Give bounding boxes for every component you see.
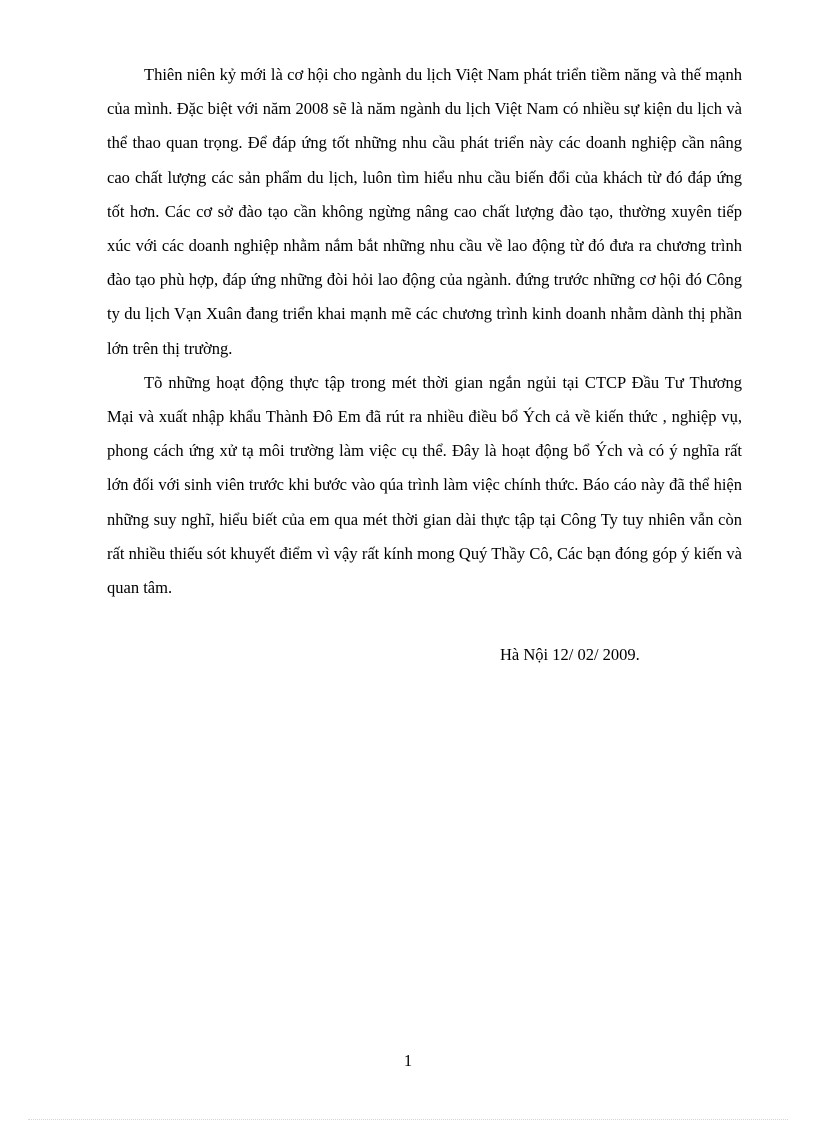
paragraph-intro: Thiên niên kỷ mới là cơ hội cho ngành du lịch Việt Nam phát triển tiềm năng và thế mạnh của mình. Đặc biệt với năm 2008 sẽ là năm ngành du lịch Việt Nam có nhiều sự kiện du lịch và thể thao quan trọng. Để đáp ứng tốt những nhu cầu phát triển này các doanh nghiệp cần nâng cao chất lượng các sản phẩm du lịch, luôn tìm hiểu nhu cầu biến đổi của khách từ đó đáp ứng tốt hơn. Các cơ sở đào tạo cần không ngừng nâng cao chất lượng đào tạo, thường xuyên tiếp xúc với các doanh nghiệp nhằm nắm bắt những nhu cầu về lao động từ đó đưa ra chương trình đào tạo phù hợp, đáp ứng những đòi hỏi lao động của ngành. đứng trước những cơ hội đó Công ty du lịch Vạn Xuân đang triển khai mạnh mẽ các chương trình kinh doanh nhằm dành thị phần lớn trên thị trường. [107, 65, 742, 358]
paragraph-internship: Tõ những hoạt động thực tập trong mét thời gian ngắn ngủi tại CTCP Đầu Tư Thương Mại và xuất nhập khẩu Thành Đô Em đã rút ra nhiều điều bổ Ých cả về kiến thức , nghiệp vụ, phong cách ứng xử tạ môi trường làm việc cụ thể. Đây là hoạt động bổ Ých và có ý nghĩa rất lớn đối với sinh viên trước khi bước vào qúa trình làm việc chính thức. Báo cáo này đã thể hiện những suy nghĩ, hiểu biết của em qua mét thời gian dài thực tập tại Công Ty tuy nhiên vẫn còn rất nhiều thiếu sót khuyết điểm vì vậy rất kính mong Quý Thầy Cô, Các bạn đóng góp ý kiến và quan tâm. [107, 372, 742, 598]
body-text [107, 58, 742, 605]
page-bottom-edge [28, 1119, 788, 1120]
page-number: 1 [403, 1051, 413, 1070]
date-line: Hà Nội 12/ 02/ 2009. [500, 645, 640, 664]
